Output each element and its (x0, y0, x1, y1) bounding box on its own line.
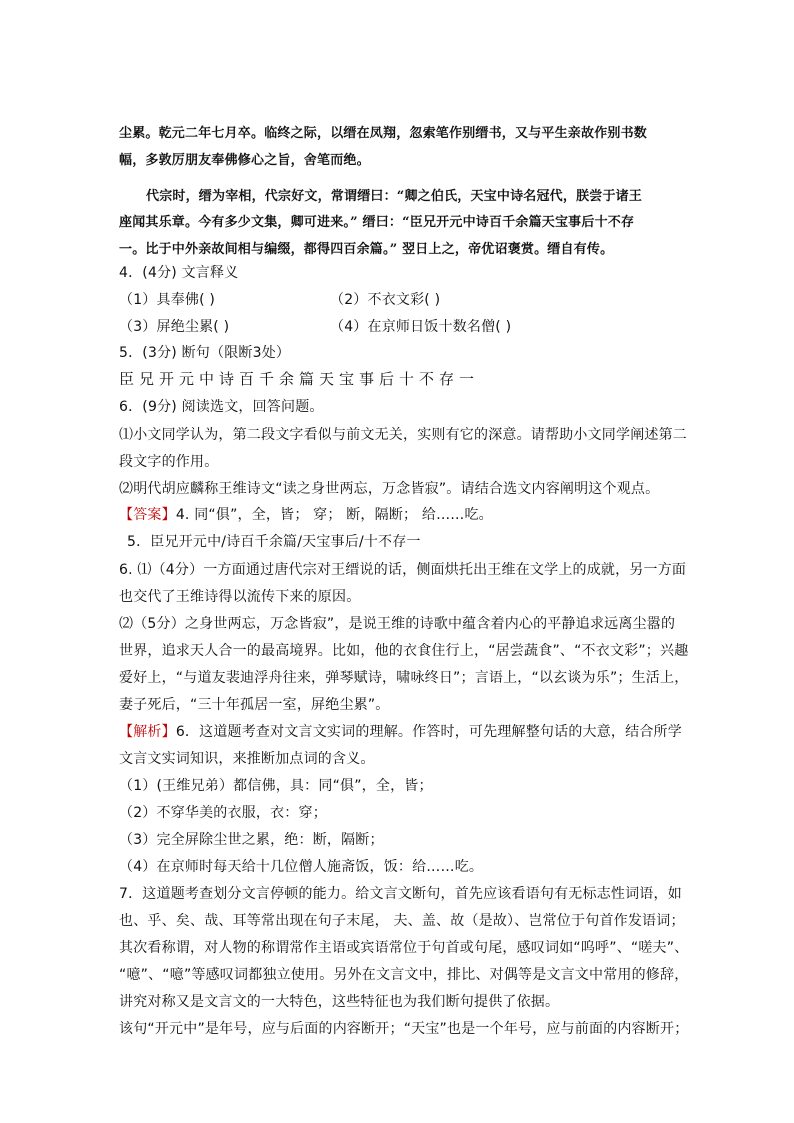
answer-6-1-cont: 也交代了王维诗得以流传下来的原因。 (119, 589, 361, 605)
question-6-2: ⑵明代胡应麟称王维诗文“读之身世两忘，万念皆寂”。请结合选文内容阐明这个观点。 (119, 481, 660, 497)
passage-line: 尘累。乾元二年七月卒。临终之际，以缙在凤翔，忽索笔作别缙书，又与平生亲故作别书数 (119, 126, 648, 141)
analysis-7: 7．这道题考查划分文言停顿的能力。给文言文断句，首先应该看语句有无标志性词语，如 (119, 886, 682, 902)
analysis-7-cont: “噫”、“噫”等感叹词都独立使用。另外在文言文中，排比、对偶等是文言文中常用的修辞， (119, 967, 689, 983)
answer-label: 【答案】 (119, 507, 176, 523)
answer-6-2-cont: 世界，追求天人合一的最高境界。比如，他的衣食住行上，“居尝蔬食”、“不衣文彩”；兴趣 (119, 643, 689, 659)
question-6-1: ⑴小文同学认为，第二段文字看似与前文无关，实则有它的深意。请帮助小文同学阐述第二 (119, 427, 687, 443)
analysis-7-cont: 其次看称谓，对人物的称谓常作主语或宾语常位于句首或句尾，感叹词如“呜呼”、“嗟夫”、 (119, 940, 689, 956)
passage-line: 幅，多敦厉朋友奉佛修心之旨，舍笔而绝。 (119, 153, 370, 168)
question-4-title: 4．(4分) 文言释义 (119, 265, 239, 281)
answer-4: 4. 同“俱”，全，皆； 穿； 断，隔断； 给……吃。 (175, 507, 493, 523)
question-5-title: 5．(3分) 断句（限断3处） (119, 345, 291, 361)
answer-6-1: 6. ⑴（4分）一方面通过唐代宗对王缙说的话，侧面烘托出王维在文学上的成就，另一方面 (119, 562, 687, 578)
passage-line: 座闻其乐章。今有多少文集，卿可进来。” 缙曰：“臣兄开元中诗百千余篇天宝事后十不存 (119, 215, 635, 230)
passage-line: 代宗时，缙为宰相，代宗好文，常谓缙曰：“卿之伯氏，天宝中诗名冠代，朕尝于诸王 (146, 189, 643, 204)
answer-6-2-cont: 妻子死后，“三十年孤居一室，屏绝尘累”。 (119, 697, 390, 713)
analysis-line: 文言文实词知识，来推断加点词的含义。 (119, 751, 375, 767)
question-5-text: 臣兄开元中诗百千余篇天宝事后十不存一 (119, 370, 480, 388)
analysis-row-1 (119, 721, 682, 741)
analysis-item-3: （3）完全屏除尘世之累，绝：断，隔断； (119, 832, 384, 848)
question-6-1-cont: 段文字的作用。 (119, 454, 219, 470)
answer-6-2: ⑵（5分）之身世两忘，万念皆寂”，是说王维的诗歌中蕴含着内心的平静追求远离尘嚣的 (119, 616, 676, 632)
analysis-7-cont: 该句“开元中”是年号，应与后面的内容断开；“天宝”也是一个年号，应与前面的内容断开； (119, 1021, 689, 1037)
analysis-item-2: （2）不穿华美的衣服，衣：穿； (119, 805, 327, 821)
question-4-item-3: （3）屏绝尘累( ) (119, 319, 230, 335)
analysis-7-cont: 也、乎、矣、哉、耳等常出现在句子末尾， 夫、盖、故（是故）、岂常位于句首作发语词； (119, 913, 685, 929)
passage-line: 一。比于中外亲故间相与编缀，都得四百余篇。” 翌日上之，帝优诏褒赏。缙自有传。 (119, 242, 614, 257)
question-4-item-2: （2）不衣文彩( ) (330, 292, 441, 308)
question-6-title: 6．(9分) 阅读选文，回答问题。 (119, 399, 324, 415)
answer-5: 5．臣兄开元中/诗百千余篇/天宝事后/十不存一 (127, 534, 421, 550)
answer-row-4 (119, 504, 679, 524)
analysis-item-1: （1）(王维兄弟）都信佛，具：同“俱”，全，皆； (119, 778, 433, 794)
analysis-label: 【解析】 (119, 724, 176, 740)
answer-6-2-cont: 爱好上，“与道友裴迪浮舟往来，弹琴赋诗，啸咏终日”；言语上，“以玄谈为乐”；生活上， (119, 670, 689, 686)
question-4-item-1: （1）具奉佛( ) (119, 292, 216, 308)
question-4-item-4: （4）在京师日饭十数名僧( ) (330, 319, 512, 335)
analysis-item-4: （4）在京师时每天给十几位僧人施斋饭，饭：给……吃。 (119, 859, 484, 875)
analysis-text: 6．这道题考查对文言文实词的理解。作答时，可先理解整句话的大意，结合所学 (175, 724, 682, 740)
analysis-7-cont: 讲究对称又是文言文的一大特色，这些特征也为我们断句提供了依据。 (119, 994, 560, 1010)
